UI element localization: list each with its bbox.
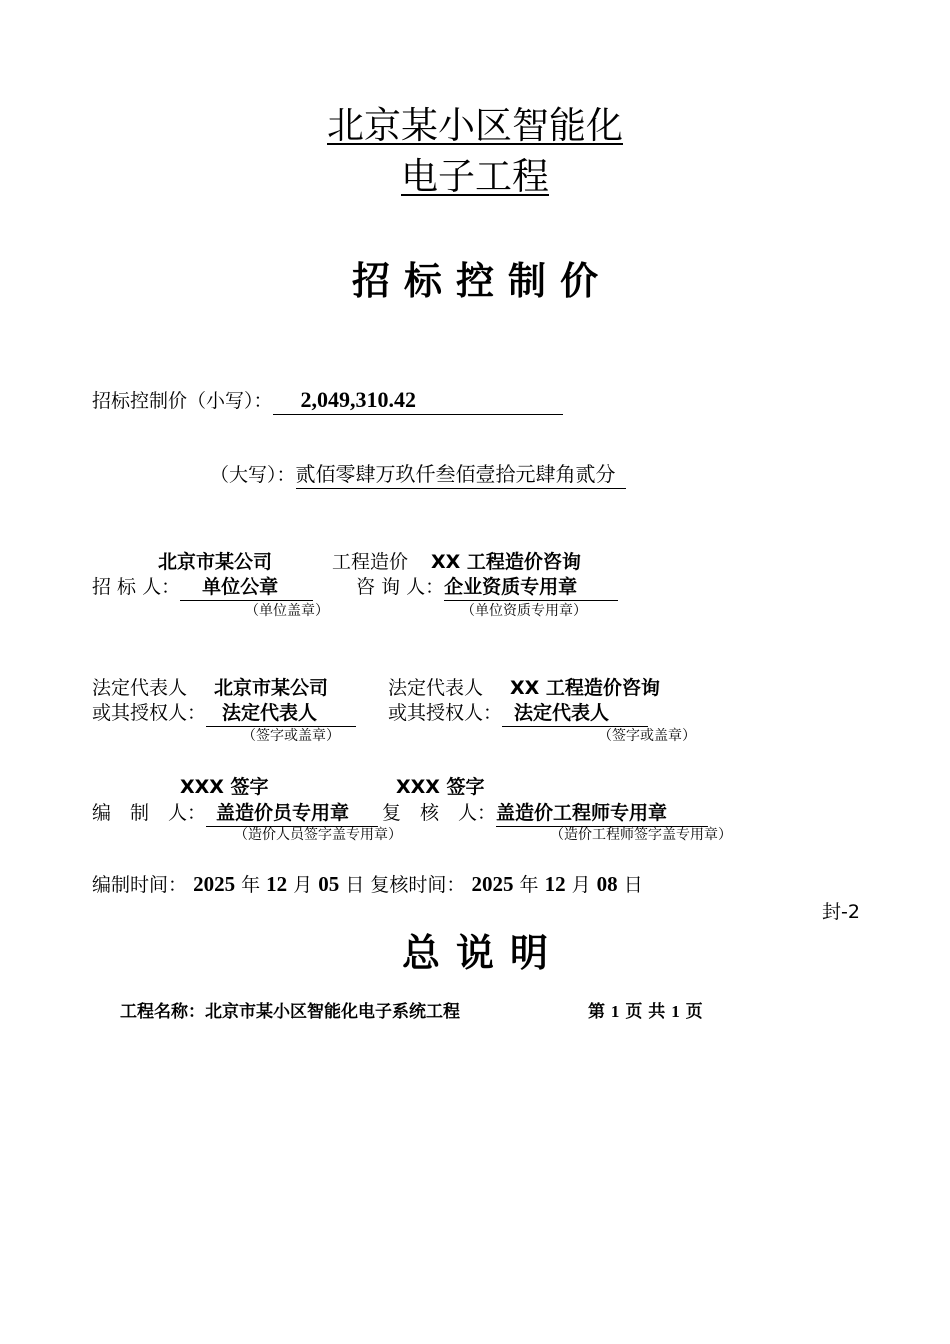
compiler-signature: XXX 签字 xyxy=(180,776,269,798)
legal-rep-left-field xyxy=(206,701,356,727)
legal-rep-right-label2: 或其授权人： xyxy=(388,702,503,724)
legal-rep-right-field xyxy=(502,701,648,727)
reviewer-label: 复 核 人： xyxy=(382,802,497,824)
page-number xyxy=(588,997,703,1022)
legal-rep-left-note: （签字或盖章） xyxy=(242,728,340,744)
legal-rep-right-row xyxy=(388,698,648,727)
reviewer-signature: XXX 签字 xyxy=(396,776,485,798)
page-current: 1 xyxy=(610,1002,620,1021)
price-big-row xyxy=(210,460,626,489)
document-title-line1: 北京某小区智能化 xyxy=(327,104,623,147)
review-month-char: 月 xyxy=(571,874,591,896)
project-row xyxy=(120,997,460,1022)
consultant-prefix: 工程造价 xyxy=(332,551,409,573)
legal-rep-right-company: XX 工程造价咨询 xyxy=(510,677,660,699)
legal-rep-left-value: 法定代表人 xyxy=(222,702,318,724)
page-suffix: 页 xyxy=(685,1002,703,1022)
price-big-value: 贰佰零肆万玖仟叁佰壹拾元肆角贰分 xyxy=(295,462,616,486)
reviewer-row xyxy=(382,798,708,827)
legal-rep-left-row xyxy=(92,698,356,727)
compiler-row xyxy=(92,798,378,827)
page-mid: 页 共 xyxy=(625,1002,666,1022)
compile-time-label: 编制时间： xyxy=(92,874,188,896)
consultant-row xyxy=(356,572,618,601)
price-big-label: （大写）： xyxy=(210,464,296,486)
legal-rep-left-label2: 或其授权人： xyxy=(92,702,207,724)
compiler-label: 编 制 人： xyxy=(92,802,207,824)
project-label: 工程名称： xyxy=(120,1002,205,1022)
price-small-row xyxy=(92,386,563,415)
legal-rep-left-company: 北京市某公司 xyxy=(214,677,329,699)
legal-rep-left-label: 法定代表人 xyxy=(92,677,188,699)
reviewer-note: （造价工程师签字盖专用章） xyxy=(550,827,732,843)
page-prefix: 第 xyxy=(588,1002,605,1022)
consultant-seal-field xyxy=(444,575,618,601)
compile-day: 05 xyxy=(318,872,340,896)
compiler-note: （造价人员签字盖专用章） xyxy=(234,827,402,843)
consultant-company: XX 工程造价咨询 xyxy=(431,551,581,573)
price-small-label: 招标控制价（小写）： xyxy=(92,390,273,412)
legal-rep-right-label: 法定代表人 xyxy=(388,677,484,699)
compile-month-char: 月 xyxy=(293,874,313,896)
tenderer-label: 招 标 人： xyxy=(92,576,181,598)
review-year: 2025 xyxy=(471,872,514,896)
dates-row xyxy=(92,870,643,897)
review-day-char: 日 xyxy=(623,874,643,896)
page-total: 1 xyxy=(671,1002,680,1021)
tenderer-note: （单位盖章） xyxy=(245,603,329,619)
legal-rep-right-value: 法定代表人 xyxy=(514,702,610,724)
reviewer-value: 盖造价工程师专用章 xyxy=(496,802,668,824)
review-year-char: 年 xyxy=(519,874,539,896)
tenderer-seal-field xyxy=(180,575,313,601)
section-title: 总说明 xyxy=(401,931,564,975)
compile-year: 2025 xyxy=(193,872,236,896)
tenderer-seal: 单位公章 xyxy=(202,576,279,598)
tenderer-row xyxy=(92,572,313,601)
document-subtitle: 招标控制价 xyxy=(351,259,612,303)
price-small-value: 2,049,310.42 xyxy=(300,387,417,412)
review-time-label: 复核时间： xyxy=(370,874,466,896)
tenderer-company: 北京市某公司 xyxy=(158,551,273,573)
legal-rep-right-note: （签字或盖章） xyxy=(598,728,696,744)
compile-year-char: 年 xyxy=(241,874,261,896)
consultant-note: （单位资质专用章） xyxy=(461,603,587,619)
project-name: 北京市某小区智能化电子系统工程 xyxy=(205,1002,460,1022)
review-month: 12 xyxy=(544,872,566,896)
review-day: 08 xyxy=(596,872,618,896)
page-code: 封-2 xyxy=(822,901,860,923)
price-small-field xyxy=(273,388,563,415)
price-big-field xyxy=(296,462,626,489)
compile-month: 12 xyxy=(266,872,288,896)
document-title-line2: 电子工程 xyxy=(401,155,549,198)
compile-day-char: 日 xyxy=(345,874,365,896)
compiler-value: 盖造价员专用章 xyxy=(216,802,350,824)
consultant-label: 咨 询 人： xyxy=(356,576,445,598)
consultant-seal: 企业资质专用章 xyxy=(444,576,578,598)
